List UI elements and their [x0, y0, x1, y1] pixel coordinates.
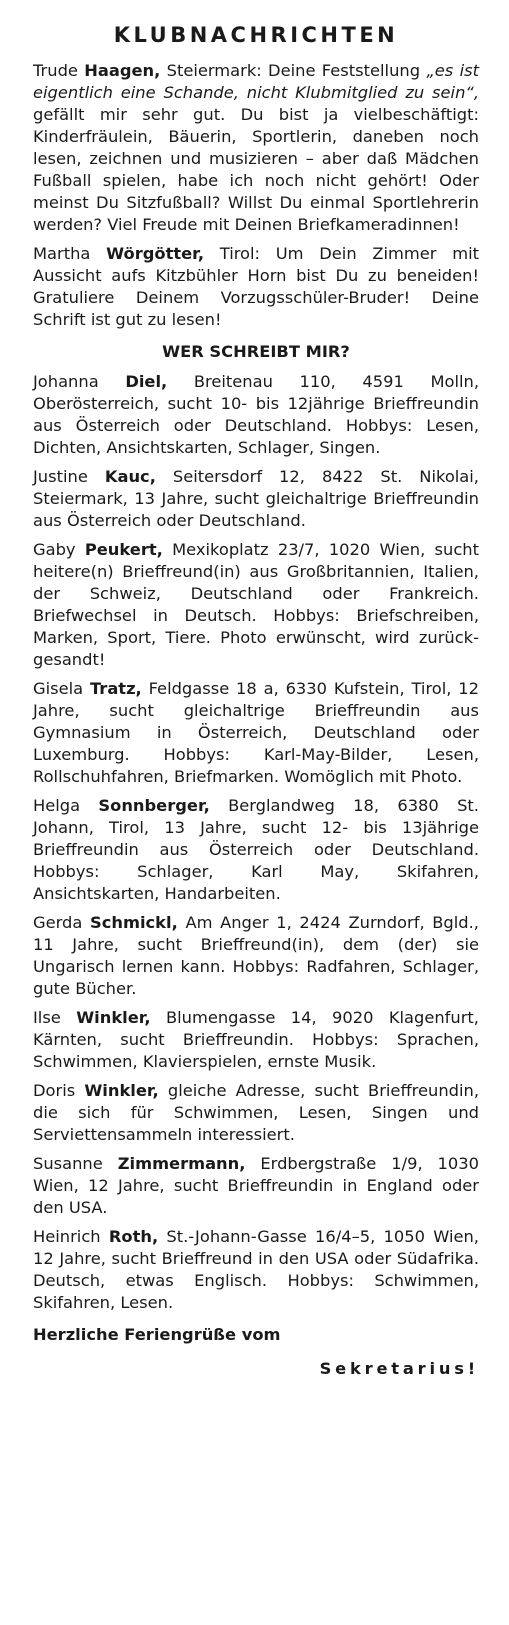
closing-line: Herzliche Feriengrüße vom	[33, 1325, 281, 1344]
entry-text: St.-Johann-Gasse 16/4–5, 1050 Wien, 12 Jahre, sucht Brieffreund in den USA oder Südafrika. Deutsch, etwas Englisch. Hobbys: Schwimmen, Skifahren, Lesen.	[33, 1227, 479, 1312]
first-name: Susanne	[33, 1154, 103, 1173]
first-name: Gerda	[33, 913, 83, 932]
reply-woergoetter	[33, 243, 479, 331]
first-name: Martha	[33, 244, 91, 263]
penpal-entry	[33, 678, 479, 788]
penpal-entry	[33, 1226, 479, 1314]
penpal-entry	[33, 1007, 479, 1073]
first-name: Johanna	[33, 372, 99, 391]
entry-text: Seitersdorf 12, 8422 St. Nikolai, Steiermark, 13 Jahre, sucht gleichaltrige Brieffreundin aus Österreich oder Deutschland.	[33, 467, 479, 530]
last-name: Sonnberger,	[98, 796, 210, 815]
last-name: Peukert,	[84, 540, 163, 559]
entry-text: Mexikoplatz 23/7, 1020 Wien, sucht heitere(n) Brieffreund(in) aus Großbritannien, Italien, der Schweiz, Deutschland oder Frankreich. Briefwechsel in Deutsch. Hobbys: Briefschreiben, Marken, Sport, Tiere. Photo erwünscht, wird zurückgesandt!	[33, 540, 479, 669]
first-name: Justine	[33, 467, 88, 486]
penpal-list	[33, 371, 479, 1314]
page-title: KLUBNACHRICHTEN	[113, 23, 399, 47]
penpal-entry	[33, 1153, 479, 1219]
penpal-entry	[33, 371, 479, 459]
last-name: Haagen,	[84, 61, 161, 80]
entry-text: Feldgasse 18 a, 6330 Kufstein, Tirol, 12 Jahre, sucht gleichaltrige Brieffreundin aus Gymnasium in Österreich, Deutschland oder Luxemburg. Hobbys: Karl-May-Bilder, Lesen, Rollschuhfahren, Briefmarken. Womöglich mit Photo.	[33, 679, 479, 786]
section-heading: WER SCHREIBT MIR?	[162, 342, 350, 361]
entry-text: Am Anger 1, 2424 Zurndorf, Bgld., 11 Jahre, sucht Brieffreund(in), dem (der) sie Ungarisch lernen kann. Hobbys: Radfahren, Schlager, gute Bücher.	[33, 913, 479, 998]
first-name: Ilse	[33, 1008, 61, 1027]
first-name: Helga	[33, 796, 81, 815]
first-name: Doris	[33, 1081, 76, 1100]
last-name: Winkler,	[84, 1081, 159, 1100]
last-name: Tratz,	[89, 679, 142, 698]
last-name: Kauc,	[104, 467, 156, 486]
reply-text: gefällt mir sehr gut. Du bist ja vielbeschäftigt: Kinderfräulein, Bäuerin, Sportlerin, daneben noch lesen, zeichnen und musizieren – aber daß Mädchen Fußball spielen, habe ich noch nicht gehört! Oder meinst Du Sitzfußball? Willst Du einmal Sportlehrerin werden? Viel Freude mit Deinen Briefkameradinnen!	[33, 105, 479, 234]
last-name: Zimmermann,	[117, 1154, 246, 1173]
last-name: Schmickl,	[90, 913, 178, 932]
reply-quote: „es ist eigentlich eine Schande, nicht Klubmitglied zu sein“,	[33, 61, 479, 102]
last-name: Wörgötter,	[106, 244, 205, 263]
entry-text: Erdbergstraße 1/9, 1030 Wien, 12 Jahre, sucht Brieffreundin in England oder den USA.	[33, 1154, 479, 1217]
penpal-entry	[33, 539, 479, 671]
first-name: Trude	[33, 61, 78, 80]
signature: Sekretarius!	[319, 1359, 479, 1378]
entry-text: Blumengasse 14, 9020 Klagenfurt, Kärnten, sucht Brieffreundin. Hobbys: Sprachen, Schwimmen, Klavierspielen, ernste Musik.	[33, 1008, 479, 1071]
last-name: Diel,	[125, 372, 168, 391]
entry-text: gleiche Adresse, sucht Brieffreundin, die sich für Schwimmen, Lesen, Singen und Serviettensammeln interessiert.	[33, 1081, 479, 1144]
penpal-entry	[33, 912, 479, 1000]
first-name: Heinrich	[33, 1227, 101, 1246]
reply-haagen	[33, 60, 479, 236]
reply-text: Steiermark: Deine Feststellung	[166, 61, 421, 80]
penpal-entry	[33, 1080, 479, 1146]
entry-text: Berglandweg 18, 6380 St. Johann, Tirol, 13 Jahre, sucht 12- bis 13jährige Brieffreundin aus Österreich oder Deutschland. Hobbys: Schlager, Karl May, Skifahren, Ansichtskarten, Handarbeiten.	[33, 796, 479, 903]
first-name: Gisela	[33, 679, 84, 698]
penpal-entry	[33, 795, 479, 905]
entry-text: Breitenau 110, 4591 Molln, Oberösterreich, sucht 10- bis 12jährige Brieffreundin aus Österreich oder Deutschland. Hobbys: Lesen, Dichten, Ansichtskarten, Schlager, Singen.	[33, 372, 479, 457]
last-name: Roth,	[108, 1227, 159, 1246]
last-name: Winkler,	[76, 1008, 151, 1027]
first-name: Gaby	[33, 540, 76, 559]
reply-text: Tirol: Um Dein Zimmer mit Aussicht aufs Kitzbühler Horn bist Du zu beneiden! Gratuliere Deinem Vorzugsschüler-Bruder! Deine Schrift ist gut zu lesen!	[33, 244, 479, 329]
penpal-entry	[33, 466, 479, 532]
